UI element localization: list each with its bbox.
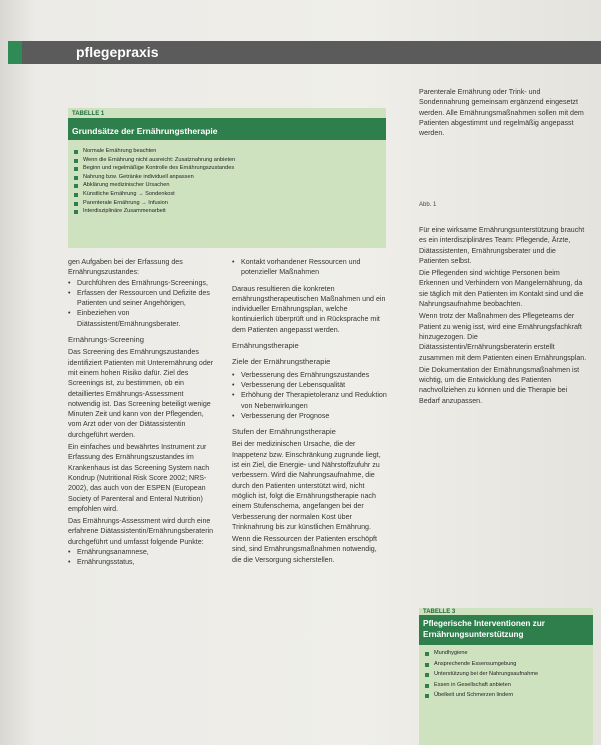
col2-subheading: Stufen der Ernährungstherapie	[232, 427, 336, 437]
table3-item: Essen in Gesellschaft anbieten	[425, 682, 587, 690]
col2-paragraph: Bei der medizinischen Ursache, die der Inappetenz bzw. Einschränkung zugrunde liegt, ist ein Ziel, die Energie- und Nährstoffzufuhr zu verbessern. Wird die Nahrungsaufnahme, die durch den Patienten unterstützt wird, nicht möglich ist, folgt die Ernährungstherapie nach einem Stufenschema, angefangen bei der Verbesserung der normalen Kost über Trinknahrung bis zur künstlichen Ernährung.	[232, 440, 381, 531]
table1-list	[74, 147, 378, 216]
table1-item: Beginn und regelmäßige Kontrolle des Ernährungszustandes	[74, 164, 378, 173]
col2-paragraph: Daraus resultieren die konkreten ernährungstherapeutischen Maßnahmen und ein individueller Ernährungsplan, welche kontinuierlich überprüft und in Rücksprache mit dem Patienten angepasst werden.	[232, 284, 386, 334]
table1-item: Normale Ernährung beachten	[74, 147, 378, 156]
table1-item: Interdisziplinäre Zusammenarbeit	[74, 207, 378, 216]
col3-paragraph: Wenn trotz der Maßnahmen des Pflegeteams der Patient zu wenig isst, wird eine Ernährungsfachkraft hinzugezogen. Die Diätassistentin/Ernährungsberaterin erstellt zusammen mit dem Patienten einen Ernährungsplan.	[419, 312, 587, 362]
col2-bullet: • Verbesserung des Ernährungszustandes	[232, 370, 387, 380]
table1-item: Parenterale Ernährung → Infusion	[74, 199, 378, 208]
col2-heading: Ernährungstherapie	[232, 341, 299, 351]
col2-paragraph: Wenn die Ressourcen der Patienten erschöpft sind, sind Ernährungsmaßnahmen notwendig, die die Versorgung sicherstellen.	[232, 535, 377, 564]
col1-paragraph: Das Ernährungs-Assessment wird durch eine erfahrene Diätassistentin/Ernährungsberaterin durchgeführt und umfasst folgende Punkte:	[68, 517, 214, 546]
col1-bullet: • Durchführen des Ernährungs-Screenings,	[68, 278, 215, 288]
col3-paragraph: Parenterale Ernährung oder Trink- und Sondennahrung gemeinsam ergänzend eingesetzt werden. Alle Ernährungsmaßnahmen sollen mit dem Patienten abgestimmt und regelmäßig angepasst werden.	[419, 88, 584, 138]
table1-item: Abklärung medizinischer Ursachen	[74, 181, 378, 190]
table1-title: Grundsätze der Ernährungstherapie	[72, 126, 218, 136]
text-column-1	[68, 257, 215, 568]
text-column-2	[232, 257, 387, 565]
col3-paragraph: Für eine wirksame Ernährungsunterstützung braucht es ein interdisziplinäres Team: Pflegende, Ärzte, Diätassistenten, Ernährungsberater und die Patienten selbst.	[419, 226, 585, 265]
table1-item: Künstliche Ernährung → Sondenkost	[74, 190, 378, 199]
text-column-3-top	[419, 87, 587, 138]
text-column-3	[419, 225, 587, 406]
table3-item: Übelkeit und Schmerzen lindern	[425, 692, 587, 700]
col2-bullet: • Verbesserung der Prognose	[232, 411, 387, 421]
table1-tag: TABELLE 1	[72, 111, 105, 117]
col2-bullet: • Kontakt vorhandener Ressourcen und potenzieller Maßnahmen	[232, 257, 387, 278]
table3-item: Ansprechende Essensumgebung	[425, 661, 587, 669]
table3-item: Mundhygiene	[425, 650, 587, 658]
table1-item: Wenn die Ernährung nicht ausreicht: Zusatznahrung anbieten	[74, 156, 378, 165]
col1-bullet: • Einbeziehen von Diätassistent/Ernährungsberater.	[68, 308, 215, 329]
col1-heading: Ernährungs-Screening	[68, 335, 144, 345]
col1-bullet: • Erfassen der Ressourcen und Defizite des Patienten und seiner Angehörigen,	[68, 288, 215, 309]
table3-item: Unterstützung bei der Nahrungsaufnahme	[425, 671, 587, 679]
col2-subheading: Ziele der Ernährungstherapie	[232, 357, 331, 367]
table1-item: Nahrung bzw. Getränke individuell anpassen	[74, 173, 378, 182]
col3-paragraph: Die Pflegenden sind wichtige Personen beim Erkennen und Verhindern von Mangelernährung, da sie täglich mit den Patienten im Kontakt sind und die Nahrungsaufnahme beobachten.	[419, 269, 584, 309]
table3-tag: TABELLE 3	[423, 609, 456, 615]
col2-bullet: • Verbesserung der Lebensqualität	[232, 380, 387, 390]
col2-bullet: • Erhöhung der Therapietoleranz und Reduktion von Nebenwirkungen	[232, 390, 387, 411]
table3-title: Pflegerische Interventionen zur Ernährungsunterstützung	[423, 619, 545, 639]
table3-list	[425, 650, 587, 703]
col1-bullet: • Ernährungsanamnese,	[68, 547, 215, 557]
col1-bullet: • Ernährungsstatus,	[68, 557, 215, 567]
section-header-accent	[8, 41, 22, 64]
figure-reference: Abb. 1	[419, 202, 437, 208]
col1-paragraph: Ein einfaches und bewährtes Instrument zur Erfassung des Ernährungszustandes im Krankenhaus ist das Screening System nach Kondrup (Nutritional Risk Score 2002; NRS-2002), das auch von der ESPEN (European Society of Parenteral and Enteral Nutrition) empfohlen wird.	[68, 443, 210, 513]
col3-paragraph: Die Dokumentation der Ernährungsmaßnahmen ist wichtig, um die Entwicklung des Patienten nachvollziehen zu können und die Therapie bei Bedarf anzupassen.	[419, 365, 580, 405]
col1-intro: gen Aufgaben bei der Erfassung des Ernährungszustandes:	[68, 258, 183, 277]
section-title: pflegepraxis	[76, 44, 159, 60]
col1-paragraph: Das Screening des Ernährungszustandes identifiziert Patienten mit Unterernährung oder mit einem hohen Risiko dafür. Ziel des Screenings ist, zu bestimmen, ob ein detailliertes Ernährungs-Assessment notwendig ist. Das Screening beteiligt wenige Minuten Zeit und kann von der Pflegenden, vom Arzt oder von der Diätassistentin durchgeführt werden.	[68, 348, 214, 439]
